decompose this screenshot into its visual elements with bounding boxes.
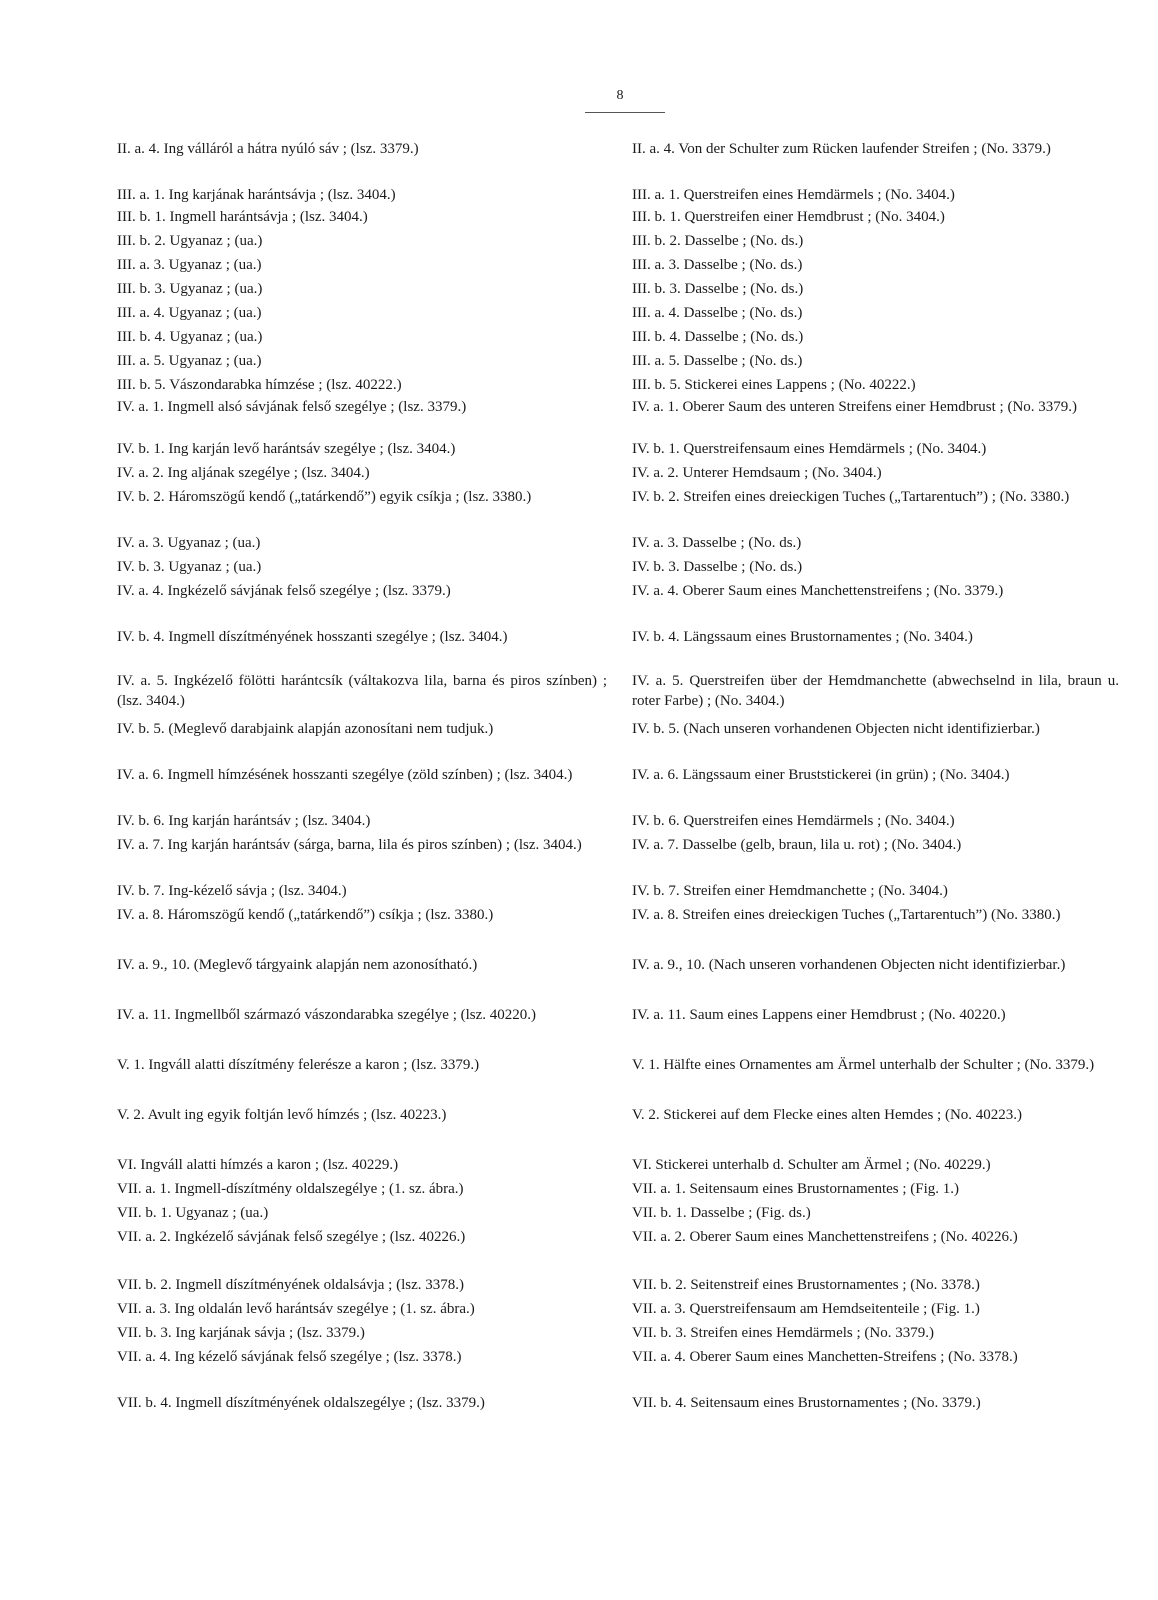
hungarian-entry: IV. b. 2. Háromszögű kendő („tatárkendő”) egyik csíkja ; (lsz. 3380.) xyxy=(117,489,532,505)
hungarian-entry: III. b. 5. Vászondarabka hímzése ; (lsz. 40222.) xyxy=(117,377,402,393)
hungarian-entry: VI. Ingváll alatti hímzés a karon ; (lsz. 40229.) xyxy=(117,1157,399,1173)
german-entry: IV. b. 6. Querstreifen eines Hemdärmels ; (No. 3404.) xyxy=(632,813,955,829)
german-entry: VII. b. 2. Seitenstreif eines Brustornamentes ; (No. 3378.) xyxy=(632,1277,980,1293)
german-entry: IV. b. 5. (Nach unseren vorhandenen Objecten nicht identifizierbar.) xyxy=(632,721,1040,737)
german-entry: VII. a. 2. Oberer Saum eines Manchettenstreifens ; (No. 40226.) xyxy=(632,1229,1018,1245)
hungarian-entry: IV. a. 5. Ingkézelő fölötti harántcsík (váltakozva lila, barna és piros színben) ; (lsz. 3404.) xyxy=(117,673,607,709)
german-entry: IV. a. 2. Unterer Hemdsaum ; (No. 3404.) xyxy=(632,465,882,481)
german-entry: IV. a. 5. Querstreifen über der Hemdmanchette (abwechselnd in lila, braun u. roter Farbe) ; (No. 3404.) xyxy=(632,673,1119,709)
hungarian-entry: IV. a. 7. Ing karján harántsáv (sárga, barna, lila és piros színben) ; (lsz. 3404.) xyxy=(117,837,582,853)
hungarian-entry: III. a. 1. Ing karjának harántsávja ; (lsz. 3404.) xyxy=(117,187,396,203)
hungarian-entry: VII. a. 4. Ing kézelő sávjának felső szegélye ; (lsz. 3378.) xyxy=(117,1349,462,1365)
german-entry: III. b. 2. Dasselbe ; (No. ds.) xyxy=(632,233,804,249)
german-entry: VII. b. 1. Dasselbe ; (Fig. ds.) xyxy=(632,1205,811,1221)
german-entry: IV. b. 2. Streifen eines dreieckigen Tuches („Tartarentuch”) ; (No. 3380.) xyxy=(632,489,1070,505)
german-entry: V. 2. Stickerei auf dem Flecke eines alten Hemdes ; (No. 40223.) xyxy=(632,1107,1023,1123)
hungarian-entry: VII. b. 4. Ingmell díszítményének oldalszegélye ; (lsz. 3379.) xyxy=(117,1395,485,1411)
hungarian-entry: IV. b. 3. Ugyanaz ; (ua.) xyxy=(117,559,262,575)
german-entry: VII. a. 4. Oberer Saum eines Manchetten-Streifens ; (No. 3378.) xyxy=(632,1349,1018,1365)
german-entry: IV. b. 1. Querstreifensaum eines Hemdärmels ; (No. 3404.) xyxy=(632,441,987,457)
german-entry: II. a. 4. Von der Schulter zum Rücken laufender Streifen ; (No. 3379.) xyxy=(632,141,1051,157)
hungarian-entry: IV. b. 6. Ing karján harántsáv ; (lsz. 3404.) xyxy=(117,813,371,829)
hungarian-entry: IV. a. 11. Ingmellből származó vászondarabka szegélye ; (lsz. 40220.) xyxy=(117,1007,537,1023)
hungarian-entry: VII. b. 3. Ing karjának sávja ; (lsz. 3379.) xyxy=(117,1325,365,1341)
hungarian-entry: IV. a. 2. Ing aljának szegélye ; (lsz. 3404.) xyxy=(117,465,370,481)
hungarian-entry: III. a. 4. Ugyanaz ; (ua.) xyxy=(117,305,262,321)
german-entry: IV. a. 4. Oberer Saum eines Manchettenstreifens ; (No. 3379.) xyxy=(632,583,1004,599)
hungarian-entry: III. b. 4. Ugyanaz ; (ua.) xyxy=(117,329,263,345)
hungarian-entry: III. a. 5. Ugyanaz ; (ua.) xyxy=(117,353,262,369)
german-entry: VII. b. 4. Seitensaum eines Brustornamentes ; (No. 3379.) xyxy=(632,1395,981,1411)
german-entry: IV. a. 11. Saum eines Lappens einer Hemdbrust ; (No. 40220.) xyxy=(632,1007,1006,1023)
german-entry: III. b. 3. Dasselbe ; (No. ds.) xyxy=(632,281,804,297)
hungarian-entry: IV. b. 5. (Meglevő darabjaink alapján azonosítani nem tudjuk.) xyxy=(117,721,494,737)
hungarian-entry: VII. b. 1. Ugyanaz ; (ua.) xyxy=(117,1205,269,1221)
german-entry: IV. b. 3. Dasselbe ; (No. ds.) xyxy=(632,559,803,575)
hungarian-entry: VII. a. 2. Ingkézelő sávjának felső szegélye ; (lsz. 40226.) xyxy=(117,1229,466,1245)
german-entry: III. b. 5. Stickerei eines Lappens ; (No. 40222.) xyxy=(632,377,916,393)
hungarian-entry: III. b. 3. Ugyanaz ; (ua.) xyxy=(117,281,263,297)
german-entry: V. 1. Hälfte eines Ornamentes am Ärmel unterhalb der Schulter ; (No. 3379.) xyxy=(632,1057,1095,1073)
hungarian-entry: IV. a. 1. Ingmell alsó sávjának felső szegélye ; (lsz. 3379.) xyxy=(117,399,467,415)
german-entry: III. a. 4. Dasselbe ; (No. ds.) xyxy=(632,305,803,321)
german-entry: IV. a. 9., 10. (Nach unseren vorhandenen Objecten nicht identifizierbar.) xyxy=(632,957,1066,973)
hungarian-entry: IV. a. 4. Ingkézelő sávjának felső szegélye ; (lsz. 3379.) xyxy=(117,583,451,599)
german-entry: III. a. 3. Dasselbe ; (No. ds.) xyxy=(632,257,803,273)
german-entry: VI. Stickerei unterhalb d. Schulter am Ärmel ; (No. 40229.) xyxy=(632,1157,991,1173)
hungarian-entry: IV. a. 8. Háromszögű kendő („tatárkendő”) csíkja ; (lsz. 3380.) xyxy=(117,907,494,923)
hungarian-entry: III. b. 2. Ugyanaz ; (ua.) xyxy=(117,233,263,249)
hungarian-entry: III. b. 1. Ingmell harántsávja ; (lsz. 3404.) xyxy=(117,209,368,225)
page-number-rule xyxy=(585,112,665,113)
german-entry: IV. a. 3. Dasselbe ; (No. ds.) xyxy=(632,535,802,551)
german-entry: IV. a. 8. Streifen eines dreieckigen Tuches („Tartarentuch”) (No. 3380.) xyxy=(632,907,1061,923)
german-entry: III. b. 4. Dasselbe ; (No. ds.) xyxy=(632,329,804,345)
german-entry: IV. a. 1. Oberer Saum des unteren Streifens einer Hemdbrust ; (No. 3379.) xyxy=(632,399,1078,415)
german-entry: III. b. 1. Querstreifen einer Hemdbrust ; (No. 3404.) xyxy=(632,209,945,225)
hungarian-entry: II. a. 4. Ing válláról a hátra nyúló sáv ; (lsz. 3379.) xyxy=(117,141,419,157)
page-number: 8 xyxy=(616,88,624,103)
german-entry: VII. b. 3. Streifen eines Hemdärmels ; (No. 3379.) xyxy=(632,1325,935,1341)
german-entry: IV. b. 7. Streifen einer Hemdmanchette ; (No. 3404.) xyxy=(632,883,948,899)
hungarian-entry: IV. a. 3. Ugyanaz ; (ua.) xyxy=(117,535,261,551)
hungarian-entry: VII. a. 3. Ing oldalán levő harántsáv szegélye ; (1. sz. ábra.) xyxy=(117,1301,475,1317)
hungarian-entry: IV. a. 9., 10. (Meglevő tárgyaink alapján nem azonosítható.) xyxy=(117,957,478,973)
hungarian-entry: VII. b. 2. Ingmell díszítményének oldalsávja ; (lsz. 3378.) xyxy=(117,1277,464,1293)
hungarian-entry: III. a. 3. Ugyanaz ; (ua.) xyxy=(117,257,262,273)
german-entry: IV. a. 7. Dasselbe (gelb, braun, lila u. rot) ; (No. 3404.) xyxy=(632,837,962,853)
hungarian-entry: IV. b. 4. Ingmell díszítményének hosszanti szegélye ; (lsz. 3404.) xyxy=(117,629,508,645)
hungarian-entry: IV. b. 1. Ing karján levő harántsáv szegélye ; (lsz. 3404.) xyxy=(117,441,456,457)
hungarian-entry: VII. a. 1. Ingmell-díszítmény oldalszegélye ; (1. sz. ábra.) xyxy=(117,1181,464,1197)
german-entry: III. a. 5. Dasselbe ; (No. ds.) xyxy=(632,353,803,369)
german-entry: VII. a. 1. Seitensaum eines Brustornamentes ; (Fig. 1.) xyxy=(632,1181,960,1197)
german-entry: VII. a. 3. Querstreifensaum am Hemdseitenteile ; (Fig. 1.) xyxy=(632,1301,980,1317)
hungarian-entry: V. 1. Ingváll alatti díszítmény felerésze a karon ; (lsz. 3379.) xyxy=(117,1057,480,1073)
hungarian-entry: IV. a. 6. Ingmell hímzésének hosszanti szegélye (zöld színben) ; (lsz. 3404.) xyxy=(117,767,573,783)
german-entry: IV. b. 4. Längssaum eines Brustornamentes ; (No. 3404.) xyxy=(632,629,973,645)
german-entry: IV. a. 6. Längssaum einer Bruststickerei (in grün) ; (No. 3404.) xyxy=(632,767,1010,783)
german-entry: III. a. 1. Querstreifen eines Hemdärmels ; (No. 3404.) xyxy=(632,187,955,203)
hungarian-entry: V. 2. Avult ing egyik foltján levő hímzés ; (lsz. 40223.) xyxy=(117,1107,447,1123)
hungarian-entry: IV. b. 7. Ing-kézelő sávja ; (lsz. 3404.) xyxy=(117,883,347,899)
